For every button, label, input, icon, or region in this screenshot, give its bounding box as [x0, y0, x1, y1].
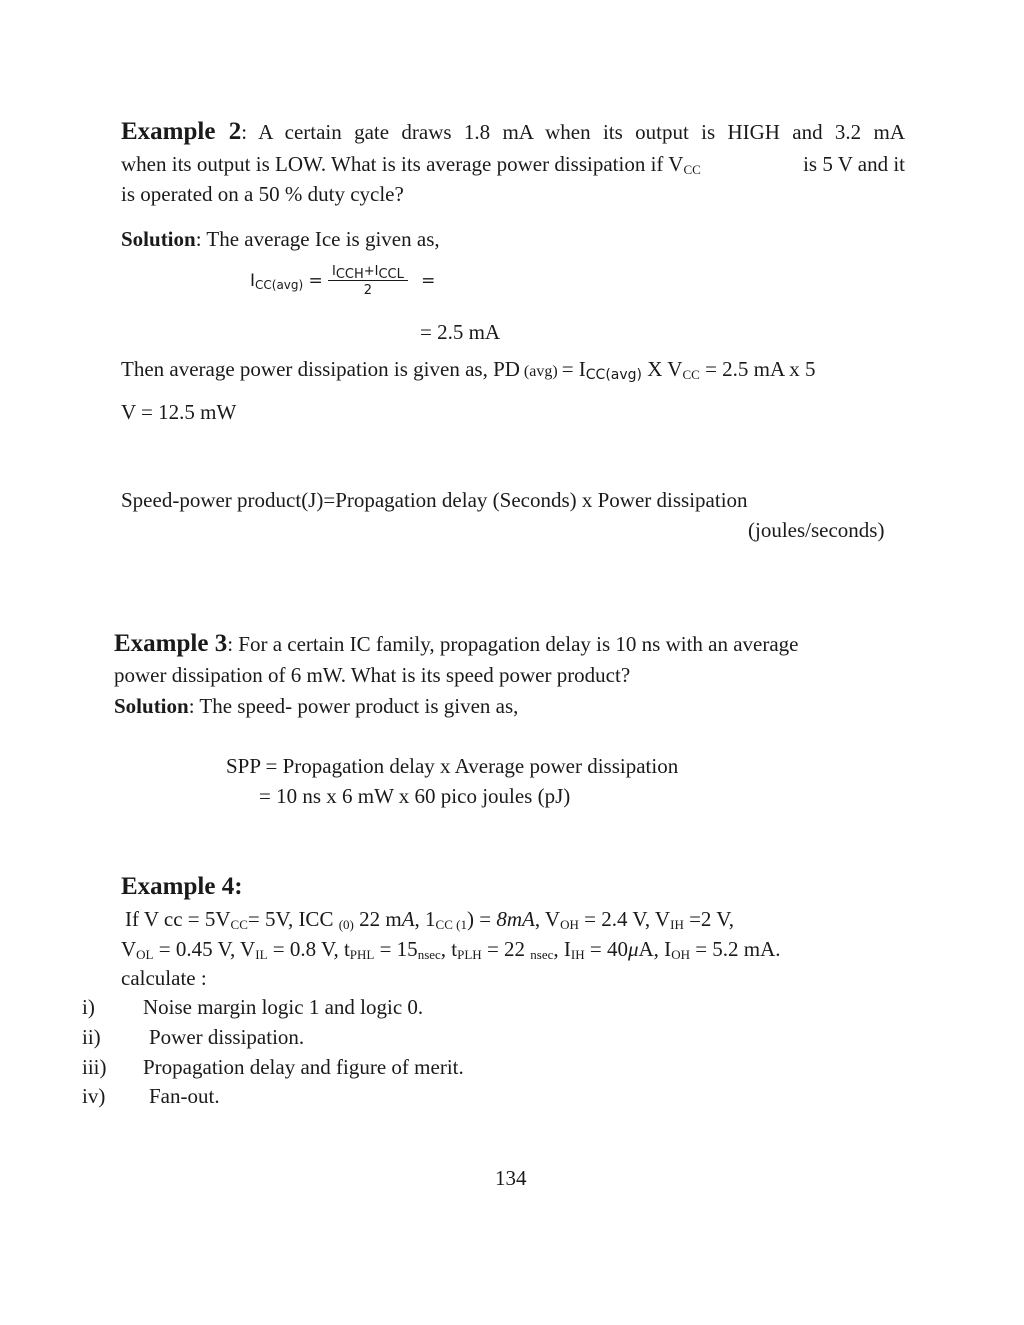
example4-heading: Example 4: [121, 873, 243, 900]
speed-power-definition: Speed-power product(J)=Propagation delay (Seconds) x Power dissipation [121, 488, 748, 512]
list-item-text: Propagation delay and figure of merit. [143, 1055, 464, 1079]
calculate-label: calculate : [121, 966, 207, 990]
solution-label: Solution [114, 694, 189, 718]
icc-avg-formula: $I_{CC(avg)}$ = $\frac{I_{CCH}+I_{CCL}}{2}$ = [250, 264, 436, 298]
solution-label: Solution [121, 227, 196, 251]
example2-solution: Solution: The average Ice is given as, [121, 227, 440, 251]
example2-heading: Example 2 [121, 118, 242, 145]
list-item [82, 1025, 101, 1050]
example4-given-line1: If V cc = $5V_{CC}= 5V$, ICC $_{(0)}$ 22 mA, $1_{CC (1}) = 8mA$, $V_{OH} = 2.4$ V, $V_{IH} =2$ V, [125, 907, 735, 932]
example2-line2: when its output is LOW. What is its average power dissipation if $V_{CC}$ is 5 V and it [121, 152, 905, 177]
example3-line1: Example 3: For a certain IC family, propagation delay is 10 ns with an average [114, 630, 799, 657]
example3-heading: Example 3 [114, 630, 228, 657]
list-item-number: iii) [82, 1055, 107, 1079]
spp-line2: = 10 ns x 6 mW x 60 pico joules (pJ) [259, 784, 571, 808]
example3-line2: power dissipation of 6 mW. What is its speed power product? [114, 663, 631, 687]
list-item-number: ii) [82, 1025, 101, 1049]
list-item-number: iv) [82, 1084, 106, 1108]
result-line: = 2.5 mA [420, 320, 501, 344]
example4-given-line2: $V_{OL} = 0.45$ V, $V_{IL} = 0.8$ V, $t_{PHL} = 15_{nsec}$, $t_{PLH} = 22$ $_{nsec}$, $I_{IH} = 40\mu A$, $I_{OH} = 5.2$ mA. [121, 937, 781, 962]
example2-line3: is operated on a 50 % duty cycle? [121, 182, 404, 206]
spp-line1: SPP = Propagation delay x Average power dissipation [226, 754, 679, 778]
list-item [82, 995, 95, 1020]
list-item [82, 1055, 107, 1080]
list-item-text: Power dissipation. [149, 1025, 305, 1049]
list-item-text: Noise margin logic 1 and logic 0. [143, 995, 424, 1019]
speed-power-units: (joules/seconds) [748, 518, 885, 542]
example3-solution: Solution: The speed- power product is given as, [114, 694, 519, 718]
page-number: 134 [495, 1166, 527, 1190]
example2-line1: Example 2: A certain gate draws 1.8 mA when its output is HIGH and 3.2 mA [121, 118, 905, 145]
power-dissipation-line: Then average power dissipation is given as, PD $(avg) = I_{CC(avg)}$ X $V_{CC} = 2.5$ mA x 5 [121, 357, 816, 383]
list-item [82, 1084, 105, 1109]
fraction: $\frac{I_{CCH}+I_{CCL}}{2}$ [328, 264, 408, 298]
power-result-line: V = 12.5 mW [121, 400, 237, 424]
list-item-text: Fan-out. [149, 1084, 220, 1108]
list-item-number: i) [82, 995, 95, 1019]
